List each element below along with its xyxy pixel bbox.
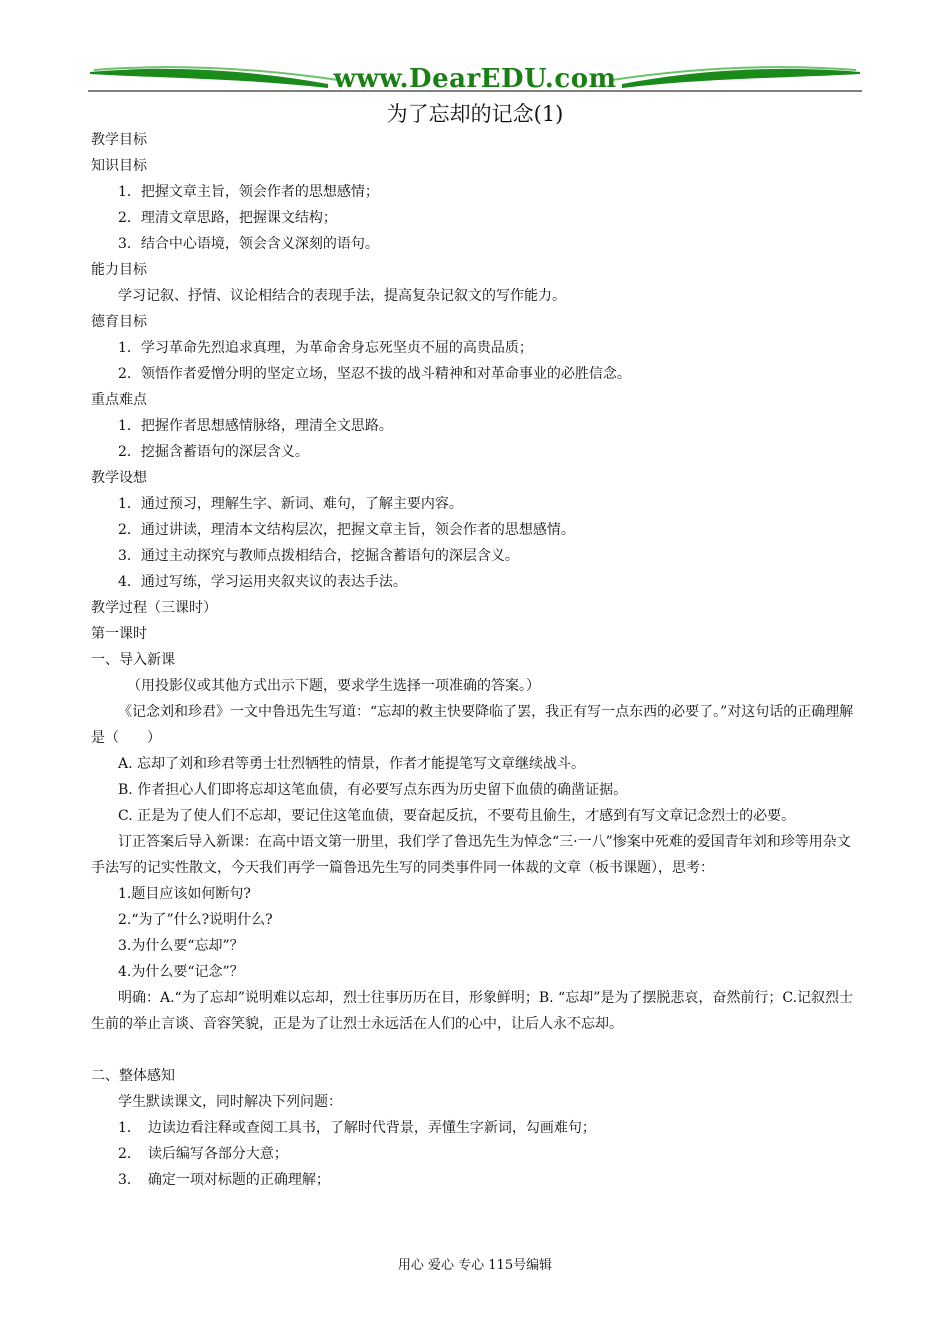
- body-paragraph: 明确：A.“为了忘却”说明难以忘却，烈士往事历历在目，形象鲜明；B. “忘却”是为了摆脱悲哀，奋然前行；C.记叙烈士生前的举止言谈、音容笑貌，正是为了让烈士永远活在人们的心中，让后人永不忘却。: [91, 990, 854, 1032]
- section-heading: 知识目标: [91, 158, 147, 174]
- body-paragraph: 1．通过预习，理解生字、新词、难句，了解主要内容。: [118, 496, 463, 512]
- body-paragraph: 学生默读课文，同时解决下列问题：: [118, 1094, 342, 1110]
- page-footer: 用心 爱心 专心 115号编辑: [397, 1258, 553, 1273]
- body-paragraph: 2． 读后编写各部分大意；: [118, 1146, 288, 1162]
- body-paragraph: 2．领悟作者爱憎分明的坚定立场，坚忍不拔的战斗精神和对革命事业的必胜信念。: [118, 366, 631, 382]
- blank-line: [91, 1037, 861, 1063]
- section-heading: 一、导入新课: [91, 652, 175, 668]
- section-heading: 教学过程（三课时）: [91, 600, 217, 616]
- body-paragraph: 3．通过主动探究与教师点拨相结合，挖掘含蓄语句的深层含义。: [118, 548, 519, 564]
- body-paragraph: 学习记叙、抒情、议论相结合的表现手法，提高复杂记叙文的写作能力。: [118, 288, 566, 304]
- section-heading: 重点难点: [91, 392, 147, 408]
- page-title: 为了忘却的记念(1): [386, 102, 564, 126]
- site-header-banner: [88, 58, 862, 98]
- section-heading: 第一课时: [91, 626, 147, 642]
- body-paragraph: 3．结合中心语境，领会含义深刻的语句。: [118, 236, 379, 252]
- body-paragraph: 4.为什么要“记念”？: [118, 964, 244, 980]
- body-paragraph: A. 忘却了刘和珍君等勇士壮烈牺牲的情景，作者才能提笔写文章继续战斗。: [118, 756, 586, 772]
- body-paragraph: 1．把握文章主旨，领会作者的思想感情；: [118, 184, 379, 200]
- body-paragraph: B. 作者担心人们即将忘却这笔血债，有必要写点东西为历史留下血债的确凿证据。: [118, 782, 628, 798]
- body-paragraph: 2．理清文章思路，把握课文结构；: [118, 210, 337, 226]
- section-heading: 能力目标: [91, 262, 147, 278]
- body-paragraph: 订正答案后导入新课：在高中语文第一册里，我们学了鲁迅先生为悼念“三·一八”惨案中死难的爱国青年刘和珍等用杂文手法写的记实性散文，今天我们再学一篇鲁迅先生写的同类事件同一体裁的文章（板书课题），思考：: [91, 834, 851, 876]
- section-heading: 二、整体感知: [91, 1068, 175, 1084]
- body-paragraph: 3． 确定一项对标题的正确理解；: [118, 1172, 330, 1188]
- body-paragraph: 1． 边读边看注释或查阅工具书，了解时代背景，弄懂生字新词，勾画难句；: [118, 1120, 596, 1136]
- body-paragraph: 3.为什么要“忘却”？: [118, 938, 244, 954]
- body-paragraph: 2．挖掘含蓄语句的深层含义。: [118, 444, 309, 460]
- section-heading: 德育目标: [91, 314, 147, 330]
- body-paragraph: 4．通过写练，学习运用夹叙夹议的表达手法。: [118, 574, 407, 590]
- body-paragraph: （用投影仪或其他方式出示下题，要求学生选择一项准确的答案。）: [127, 678, 540, 694]
- body-paragraph: 《记念刘和珍君》一文中鲁迅先生写道：“忘却的救主快要降临了罢，我正有写一点东西的必要了。”对这句话的正确理解是（ ）: [91, 704, 854, 746]
- section-heading: 教学设想: [91, 470, 147, 486]
- body-paragraph: 1．学习革命先烈追求真理，为革命舍身忘死坚贞不屈的高贵品质；: [118, 340, 533, 356]
- body-paragraph: 2．通过讲读，理清本文结构层次，把握文章主旨，领会作者的思想感情。: [118, 522, 575, 538]
- body-paragraph: 1.题目应该如何断句?: [118, 886, 251, 902]
- document-body: [91, 127, 861, 1193]
- body-paragraph: 1．把握作者思想感情脉络，理清全文思路。: [118, 418, 393, 434]
- section-heading: 教学目标: [91, 132, 147, 148]
- body-paragraph: C. 正是为了使人们不忘却，要记住这笔血债，要奋起反抗，不要苟且偷生，才感到有写文章记念烈士的必要。: [118, 808, 796, 824]
- body-paragraph: 2.“为了”什么?说明什么?: [118, 912, 273, 928]
- site-logo-text: www.DearEDU.com: [333, 64, 617, 94]
